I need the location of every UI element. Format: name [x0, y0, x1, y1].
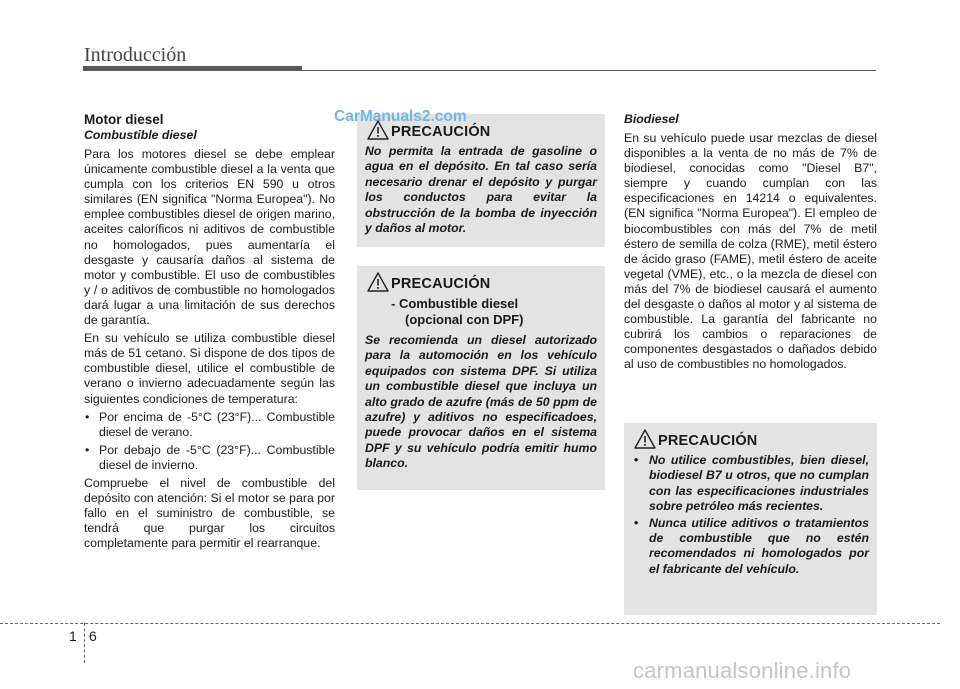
paragraph: Compruebe el nivel de combustible del depósito con atención: Si el motor se para por fallo en el suministro de combustible, se tendrá que purgar los circuitos completamente para permitir el rearranque.	[84, 475, 335, 551]
warning-triangle-icon	[634, 429, 656, 449]
page-header-title: Introducción	[84, 44, 187, 66]
caution-title: PRECAUCIÓN	[391, 276, 491, 292]
subsection-title-diesel: Combustible diesel	[84, 128, 197, 142]
list-item: • Por encima de -5°C (23°F)... Combustible diesel de verano.	[84, 410, 335, 440]
warning-triangle-icon	[367, 272, 389, 292]
caution-text: No permita la entrada de gasoline o agua en el depósito. En tal caso sería necesario drenar el depósito y purgar los conductos para evitar la obstrucción de la bomba de inyección y daños al motor.	[365, 144, 597, 236]
caution-header	[365, 274, 597, 296]
footer-watermark[interactable]: carmanualsonline.info	[633, 658, 852, 683]
paragraph: En su vehículo se utiliza combustible diesel más de 51 cetano. Si dispone de dos tipos de combustible diesel, utilice el combustible de verano o invierno adecuadamente según las siguientes condiciones de temperatura:	[84, 331, 335, 406]
caution-subtitle-line: - Combustible diesel	[391, 296, 519, 311]
caution-box-dpf	[357, 266, 605, 490]
temperature-list	[84, 410, 335, 473]
caution-list	[632, 453, 869, 577]
caution-header	[632, 431, 869, 453]
left-column	[84, 112, 335, 554]
section-title: Motor diesel	[84, 112, 164, 127]
caution-subtitle-line: (opcional con DPF)	[405, 312, 524, 327]
footer-divider	[0, 623, 940, 624]
header-rule-thin	[302, 70, 876, 71]
list-item: • Por debajo de -5°C (23°F)... Combustible diesel de invierno.	[84, 443, 335, 473]
page-section-number: 1	[69, 628, 77, 644]
caution-text: Se recomienda un diesel autorizado para la automoción en los vehículo equipados con sistema DPF. Si utiliza un combustible diesel que incluya un alto grado de azufre (más de 50 ppm de azufre) y aditivos no especificadoes, puede provocar daños en el sistema DPF y su vehículo podría emitir humo blanco.	[365, 333, 597, 471]
list-item: • Nunca utilice aditivos o tratamientos de combustible que no estén recomendados ni homologados por el fabricante del vehículo.	[632, 516, 869, 578]
watermark-link[interactable]: CarManuals2.com	[334, 108, 467, 125]
caution-box-water	[357, 114, 605, 247]
list-item: • No utilice combustibles, bien diesel, biodiesel B7 u otros, que no cumplan con las especificaciones industriales sobre petróleo más recientes.	[632, 453, 869, 515]
footer-vertical-divider	[84, 623, 85, 663]
caution-box-additives	[624, 423, 877, 615]
paragraph: En su vehículo puede usar mezclas de diesel disponibles a la venta de no más de 7% de biodiesel, conocidas como "Diesel B7", siempre y cuando cumplan con las especificaciones en 14214 o equivalentes. (EN significa "Norma Europea"). El empleo de biocombustibles con más del 7% de metil éstero de semilla de colza (RME), metil éstero de ácido graso (FAME), metil éstero de aceite vegetal (VME), etc., o la mezcla de diesel con más del 7% de biodiesel causará el aumento del desgaste o daños al motor y al sistema de combustible. La garantía del fabricante no cubrirá los cambios o reparaciones de componentes desgastados o dañados debido al uso de combustibles no homologados.	[624, 131, 877, 372]
caution-title: PRECAUCIÓN	[391, 124, 491, 140]
right-column	[624, 112, 877, 376]
caution-subtitle	[391, 296, 597, 328]
subsection-title-biodiesel: Biodiesel	[624, 112, 679, 126]
caution-title: PRECAUCIÓN	[658, 433, 758, 449]
header-rule-thick	[83, 66, 302, 71]
page-number: 6	[89, 628, 97, 644]
paragraph: Para los motores diesel se debe emplear únicamente combustible diesel a la venta que cumpla con los criterios EN 590 u otros similares (EN significa "Norma Europea"). No emplee combustibles diesel de origen marino, aceites caloríficos ni aditivos de combustible no homologados, pues aumentaría el desgaste y causaría daños al sistema de motor y combustible. El uso de combustibles y / o aditivos de combustible no homologados dará lugar a una limitación de sus derechos de garantía.	[84, 147, 335, 328]
